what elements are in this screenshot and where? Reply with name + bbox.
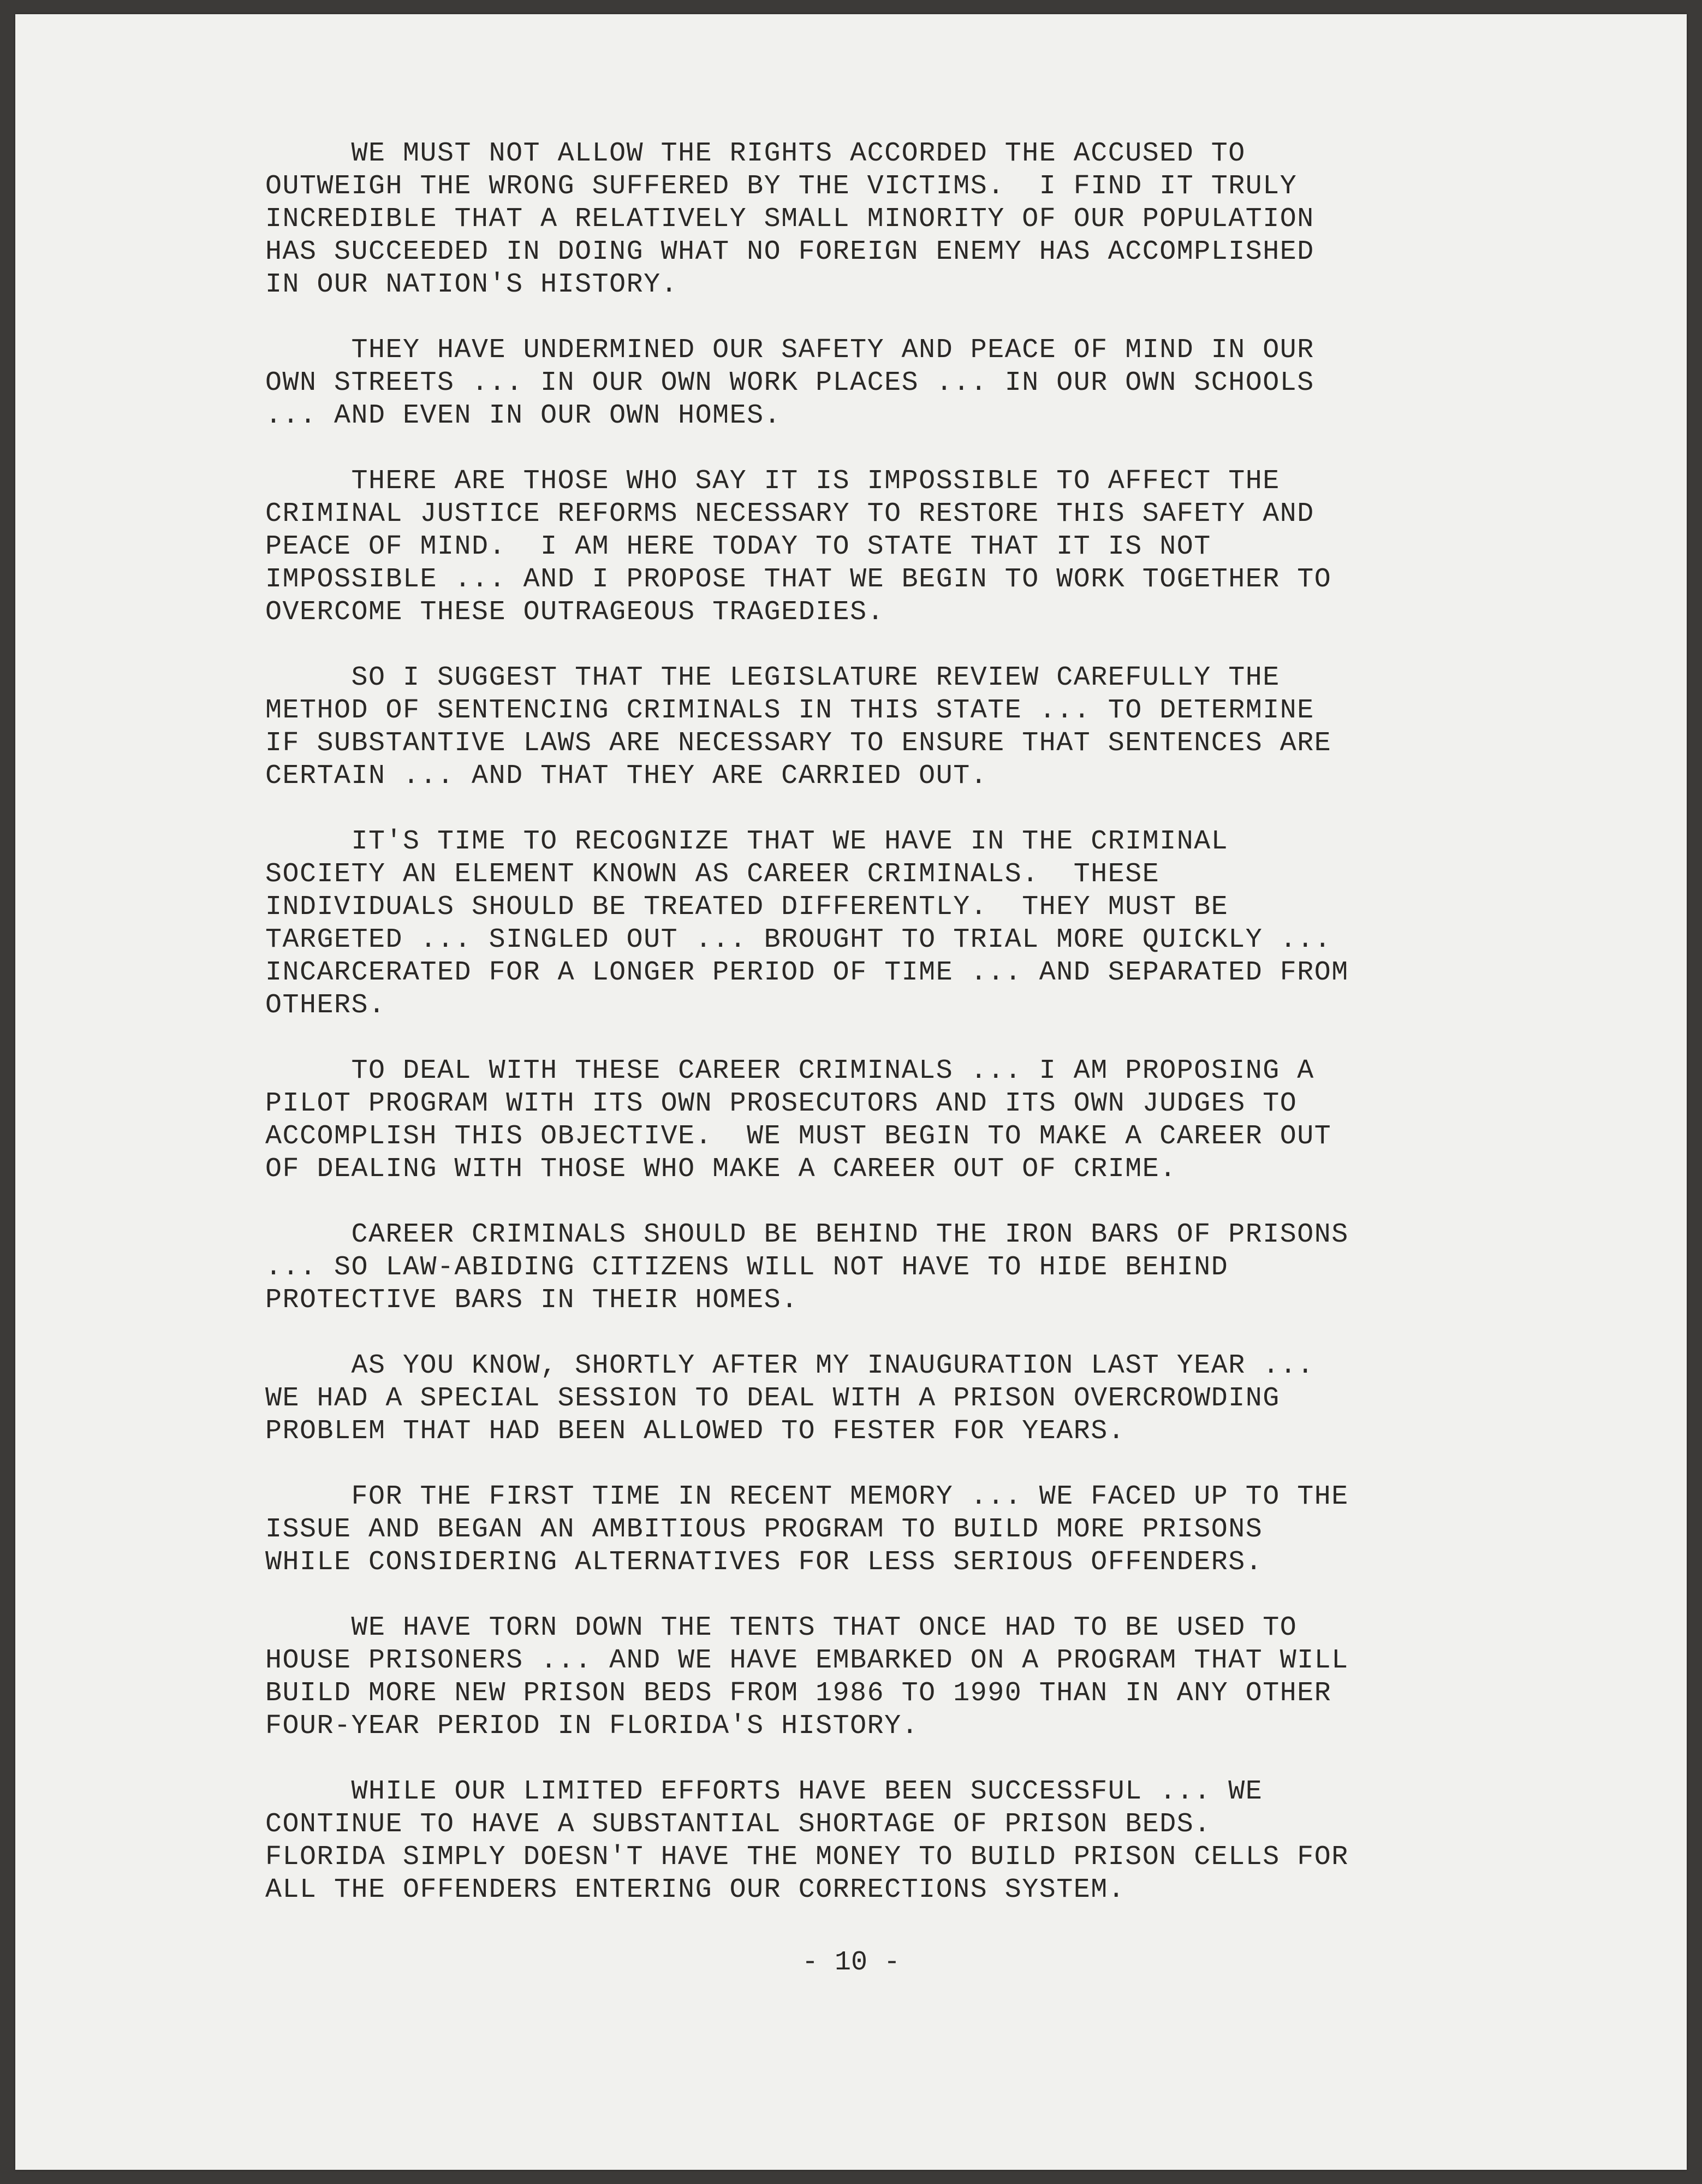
text-line: WE MUST NOT ALLOW THE RIGHTS ACCORDED THE ACCUSED TO bbox=[265, 138, 1246, 169]
page-number: - 10 - bbox=[801, 1947, 901, 1978]
text-line: CRIMINAL JUSTICE REFORMS NECESSARY TO RESTORE THIS SAFETY AND bbox=[265, 498, 1314, 530]
text-line: IN OUR NATION'S HISTORY. bbox=[265, 269, 679, 300]
text-line: IF SUBSTANTIVE LAWS ARE NECESSARY TO ENSURE THAT SENTENCES ARE bbox=[265, 728, 1332, 759]
text-line: PROBLEM THAT HAD BEEN ALLOWED TO FESTER FOR YEARS. bbox=[265, 1416, 1126, 1447]
paragraph bbox=[265, 1776, 1564, 1907]
text-line: PROTECTIVE BARS IN THEIR HOMES. bbox=[265, 1285, 799, 1316]
text-line: HAS SUCCEEDED IN DOING WHAT NO FOREIGN ENEMY HAS ACCOMPLISHED bbox=[265, 236, 1314, 268]
paragraph bbox=[265, 826, 1564, 1022]
text-line: METHOD OF SENTENCING CRIMINALS IN THIS STATE ... TO DETERMINE bbox=[265, 695, 1314, 726]
text-line: PEACE OF MIND. I AM HERE TODAY TO STATE THAT IT IS NOT bbox=[265, 531, 1211, 562]
text-line: ... SO LAW-ABIDING CITIZENS WILL NOT HAVE TO HIDE BEHIND bbox=[265, 1252, 1229, 1283]
text-line: CAREER CRIMINALS SHOULD BE BEHIND THE IRON BARS OF PRISONS bbox=[265, 1219, 1349, 1250]
text-line: INCARCERATED FOR A LONGER PERIOD OF TIME ... AND SEPARATED FROM bbox=[265, 957, 1349, 988]
text-line: BUILD MORE NEW PRISON BEDS FROM 1986 TO 1990 THAN IN ANY OTHER bbox=[265, 1678, 1332, 1709]
text-line: ISSUE AND BEGAN AN AMBITIOUS PROGRAM TO BUILD MORE PRISONS bbox=[265, 1514, 1263, 1545]
text-line: IT'S TIME TO RECOGNIZE THAT WE HAVE IN THE CRIMINAL bbox=[265, 826, 1229, 857]
text-line: FOR THE FIRST TIME IN RECENT MEMORY ... WE FACED UP TO THE bbox=[265, 1481, 1349, 1512]
text-line: THEY HAVE UNDERMINED OUR SAFETY AND PEACE OF MIND IN OUR bbox=[265, 335, 1314, 366]
text-line: OTHERS. bbox=[265, 990, 386, 1021]
text-line: ALL THE OFFENDERS ENTERING OUR CORRECTIONS SYSTEM. bbox=[265, 1874, 1126, 1906]
text-line: HOUSE PRISONERS ... AND WE HAVE EMBARKED ON A PROGRAM THAT WILL bbox=[265, 1645, 1349, 1676]
text-line: FLORIDA SIMPLY DOESN'T HAVE THE MONEY TO BUILD PRISON CELLS FOR bbox=[265, 1842, 1349, 1873]
text-line: FOUR-YEAR PERIOD IN FLORIDA'S HISTORY. bbox=[265, 1711, 919, 1742]
text-line: ACCOMPLISH THIS OBJECTIVE. WE MUST BEGIN TO MAKE A CAREER OUT bbox=[265, 1121, 1332, 1152]
text-line: WE HAD A SPECIAL SESSION TO DEAL WITH A PRISON OVERCROWDING bbox=[265, 1383, 1280, 1414]
paragraph bbox=[265, 465, 1564, 629]
paragraph bbox=[265, 334, 1564, 432]
text-line: OF DEALING WITH THOSE WHO MAKE A CAREER OUT OF CRIME. bbox=[265, 1154, 1177, 1185]
text-line: CONTINUE TO HAVE A SUBSTANTIAL SHORTAGE OF PRISON BEDS. bbox=[265, 1809, 1211, 1840]
paragraph bbox=[265, 662, 1564, 793]
text-line: AS YOU KNOW, SHORTLY AFTER MY INAUGURATION LAST YEAR ... bbox=[265, 1350, 1314, 1381]
text-line: OVERCOME THESE OUTRAGEOUS TRAGEDIES. bbox=[265, 597, 885, 628]
text-line: INCREDIBLE THAT A RELATIVELY SMALL MINORITY OF OUR POPULATION bbox=[265, 204, 1314, 235]
paragraph bbox=[265, 1055, 1564, 1186]
text-line: OUTWEIGH THE WRONG SUFFERED BY THE VICTIMS. I FIND IT TRULY bbox=[265, 171, 1298, 202]
paragraph bbox=[265, 1612, 1564, 1743]
text-line: IMPOSSIBLE ... AND I PROPOSE THAT WE BEGIN TO WORK TOGETHER TO bbox=[265, 564, 1332, 595]
text-line: ... AND EVEN IN OUR OWN HOMES. bbox=[265, 400, 782, 431]
text-line: WHILE CONSIDERING ALTERNATIVES FOR LESS SERIOUS OFFENDERS. bbox=[265, 1547, 1263, 1578]
text-line: INDIVIDUALS SHOULD BE TREATED DIFFERENTLY. THEY MUST BE bbox=[265, 892, 1229, 923]
text-line: SOCIETY AN ELEMENT KNOWN AS CAREER CRIMINALS. THESE bbox=[265, 859, 1160, 890]
text-line: SO I SUGGEST THAT THE LEGISLATURE REVIEW CAREFULLY THE bbox=[265, 662, 1280, 693]
paragraph bbox=[265, 1350, 1564, 1448]
document-page bbox=[15, 14, 1687, 2170]
paragraph bbox=[265, 1481, 1564, 1579]
text-line: THERE ARE THOSE WHO SAY IT IS IMPOSSIBLE TO AFFECT THE bbox=[265, 466, 1280, 497]
text-line: TO DEAL WITH THESE CAREER CRIMINALS ... I AM PROPOSING A bbox=[265, 1055, 1314, 1087]
text-line: CERTAIN ... AND THAT THEY ARE CARRIED OUT. bbox=[265, 761, 988, 792]
paragraph bbox=[265, 1219, 1564, 1317]
text-line: OWN STREETS ... IN OUR OWN WORK PLACES ... IN OUR OWN SCHOOLS bbox=[265, 367, 1314, 399]
text-line: WE HAVE TORN DOWN THE TENTS THAT ONCE HAD TO BE USED TO bbox=[265, 1612, 1298, 1643]
paragraph bbox=[265, 138, 1564, 301]
text-line: TARGETED ... SINGLED OUT ... BROUGHT TO TRIAL MORE QUICKLY ... bbox=[265, 924, 1332, 956]
text-line: PILOT PROGRAM WITH ITS OWN PROSECUTORS AND ITS OWN JUDGES TO bbox=[265, 1088, 1298, 1119]
text-line: WHILE OUR LIMITED EFFORTS HAVE BEEN SUCCESSFUL ... WE bbox=[265, 1776, 1263, 1807]
speech-text-body bbox=[265, 138, 1564, 1939]
